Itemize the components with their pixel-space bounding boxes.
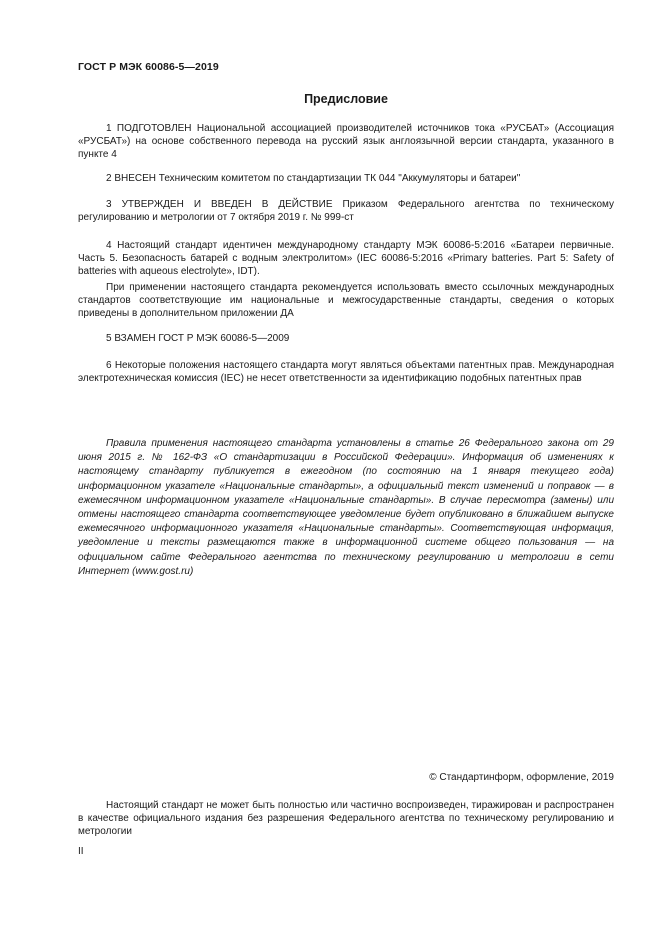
item-4: 4 Настоящий стандарт идентичен международному стандарту МЭК 60086-5:2016 «Батареи первичные. Часть 5. Безопасность батарей с водным электролитом» (IEC 60086-5:2016 «Primary batteries. Part 5: Safety of batteries with aqueous electrolyte», IDT). [78,240,614,277]
copyright: © Стандартинформ, оформление, 2019 [429,772,614,783]
page-number: II [78,846,84,857]
document-code: ГОСТ Р МЭК 60086-5—2019 [78,61,219,73]
item-6: 6 Некоторые положения настоящего стандарта могут являться объектами патентных прав. Международная электротехническая комиссия (IEC) не несет ответственности за идентификацию подобных патентных прав [78,360,614,384]
reproduction-notice: Настоящий стандарт не может быть полностью или частично воспроизведен, тиражирован и распространен в качестве официального издания без разрешения Федерального агентства по техническому регулированию и метрологии [78,800,614,837]
item-4-note: При применении настоящего стандарта рекомендуется использовать вместо ссылочных международных стандартов соответствующие им национальные и межгосударственные стандарты, сведения о которых приведены в дополнительном приложении ДА [78,282,614,319]
item-5: 5 ВЗАМЕН ГОСТ Р МЭК 60086-5—2009 [106,333,290,344]
rules-notice: Правила применения настоящего стандарта установлены в статье 26 Федерального закона от 29 июня 2015 г. № 162-ФЗ «О стандартизации в Российской Федерации». Информация об изменениях к настоящему стандарту публикуется в ежегодном (по состоянию на 1 января текущего года) информационном указателе «Национальные стандарты», а официальный текст изменений и поправок — в ежемесячном информационном указателе «Национальные стандарты». В случае пересмотра (замены) или отмены настоящего стандарта соответствующее уведомление будет опубликовано в ближайшем выпуске ежемесячного информационного указателя «Национальные стандарты». Соответствующая информация, уведомление и тексты размещаются также в информационной системе общего пользования — на официальном сайте Федерального агентства по техническому регулированию и метрологии в сети Интернет (www.gost.ru) [78,438,614,577]
item-1: 1 ПОДГОТОВЛЕН Национальной ассоциацией производителей источников тока «РУСБАТ» (Ассоциация «РУСБАТ») на основе собственного перевода на русский язык англоязычной версии стандарта, указанного в пункте 4 [78,123,614,160]
item-3: 3 УТВЕРЖДЕН И ВВЕДЕН В ДЕЙСТВИЕ Приказом Федерального агентства по техническому регулированию и метрологии от 7 октября 2019 г. № 999-ст [78,199,614,223]
item-2: 2 ВНЕСЕН Техническим комитетом по стандартизации ТК 044 "Аккумуляторы и батареи" [106,173,521,184]
page-title: Предисловие [304,92,388,106]
